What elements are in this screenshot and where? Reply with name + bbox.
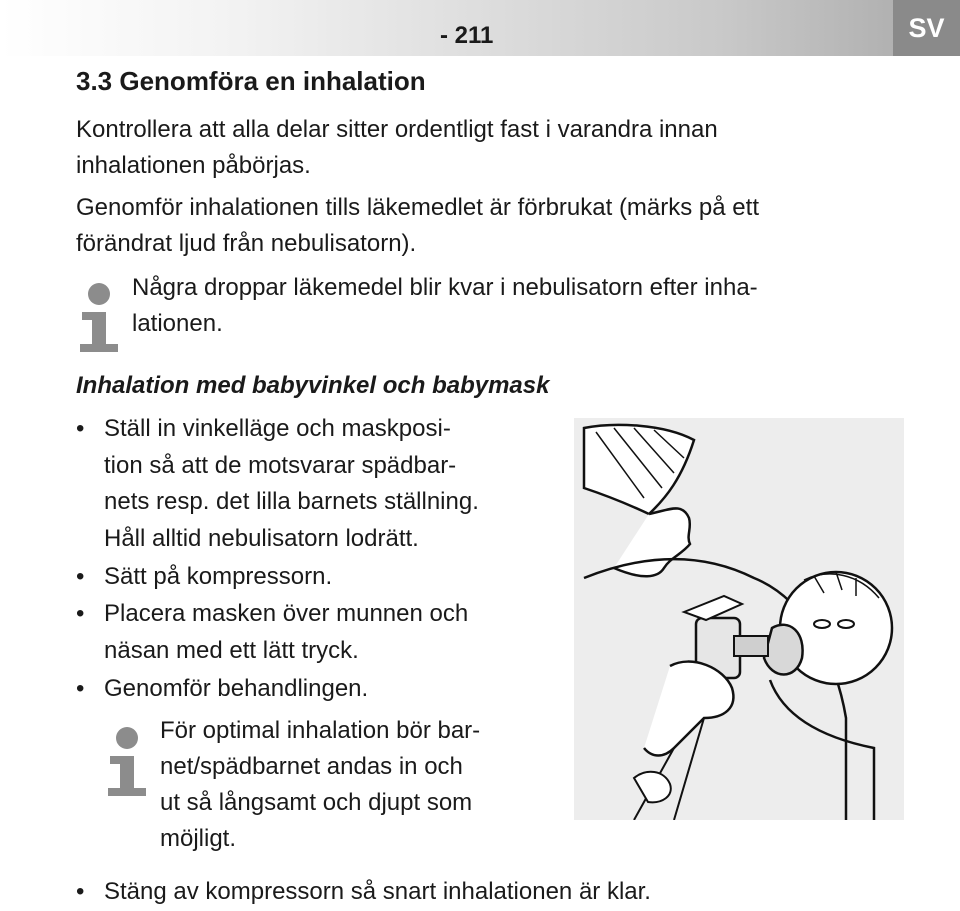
- bullet-icon: •: [76, 878, 85, 905]
- bullet-text: [104, 671, 368, 708]
- bullet-line: tion så att de motsvarar spädbar-: [104, 451, 457, 479]
- bullet-line: Placera masken över munnen och: [104, 600, 469, 627]
- bullet-text: [104, 559, 332, 596]
- section-heading: 3.3 Genomföra en inhalation: [76, 66, 426, 96]
- bullet-line: Genomför behandlingen.: [104, 675, 369, 702]
- paragraph-line: inhalationen påbörjas.: [76, 152, 311, 179]
- info-i-icon: [74, 282, 124, 354]
- note-line: net/spädbarnet andas in och: [160, 753, 463, 780]
- baby-inhalation-illustration: [574, 418, 904, 820]
- bullet-text: [104, 874, 651, 911]
- bullet-icon: •: [76, 600, 85, 627]
- subsection-heading: Inhalation med babyvinkel och babymask: [76, 372, 550, 399]
- bullet-icon: •: [76, 415, 85, 442]
- paragraph-line: förändrat ljud från nebulisatorn).: [76, 230, 417, 257]
- paragraph-line: Kontrollera att alla delar sitter ordentligt fast i varandra innan: [76, 116, 718, 143]
- bullet-line: Ställ in vinkelläge och maskposi-: [104, 415, 451, 442]
- page-number: - 211: [440, 22, 494, 49]
- bullet-icon: •: [76, 563, 85, 590]
- bullet-line: Stäng av kompressorn så snart inhalationen är klar.: [104, 878, 651, 905]
- note-line: lationen.: [132, 310, 223, 337]
- info-i-icon: [102, 726, 152, 798]
- bullet-line: Sätt på kompressorn.: [104, 563, 333, 590]
- paragraph-check-parts: [76, 112, 718, 184]
- note-line: möjligt.: [160, 825, 237, 852]
- bullet-line: näsan med ett lätt tryck.: [104, 636, 359, 664]
- note-line: Några droppar läkemedel blir kvar i nebulisatorn efter inha-: [132, 274, 758, 301]
- bullet-line: nets resp. det lilla barnets ställning.: [104, 488, 479, 515]
- paragraph-perform-inhalation: [76, 190, 759, 262]
- paragraph-line: Genomför inhalationen tills läkemedlet är förbrukat (märks på ett: [76, 194, 759, 221]
- note-line: För optimal inhalation bör bar-: [160, 717, 481, 744]
- bullet-text: [104, 411, 479, 557]
- bullet-icon: •: [76, 675, 85, 702]
- info-note-remaining-drops: [132, 270, 758, 342]
- note-line: ut så långsamt och djupt som: [160, 789, 473, 816]
- info-note-breathing: [160, 713, 480, 857]
- bullet-text: [104, 596, 468, 669]
- language-tab: SV: [893, 0, 960, 56]
- bullet-line: Håll alltid nebulisatorn lodrätt.: [104, 524, 419, 552]
